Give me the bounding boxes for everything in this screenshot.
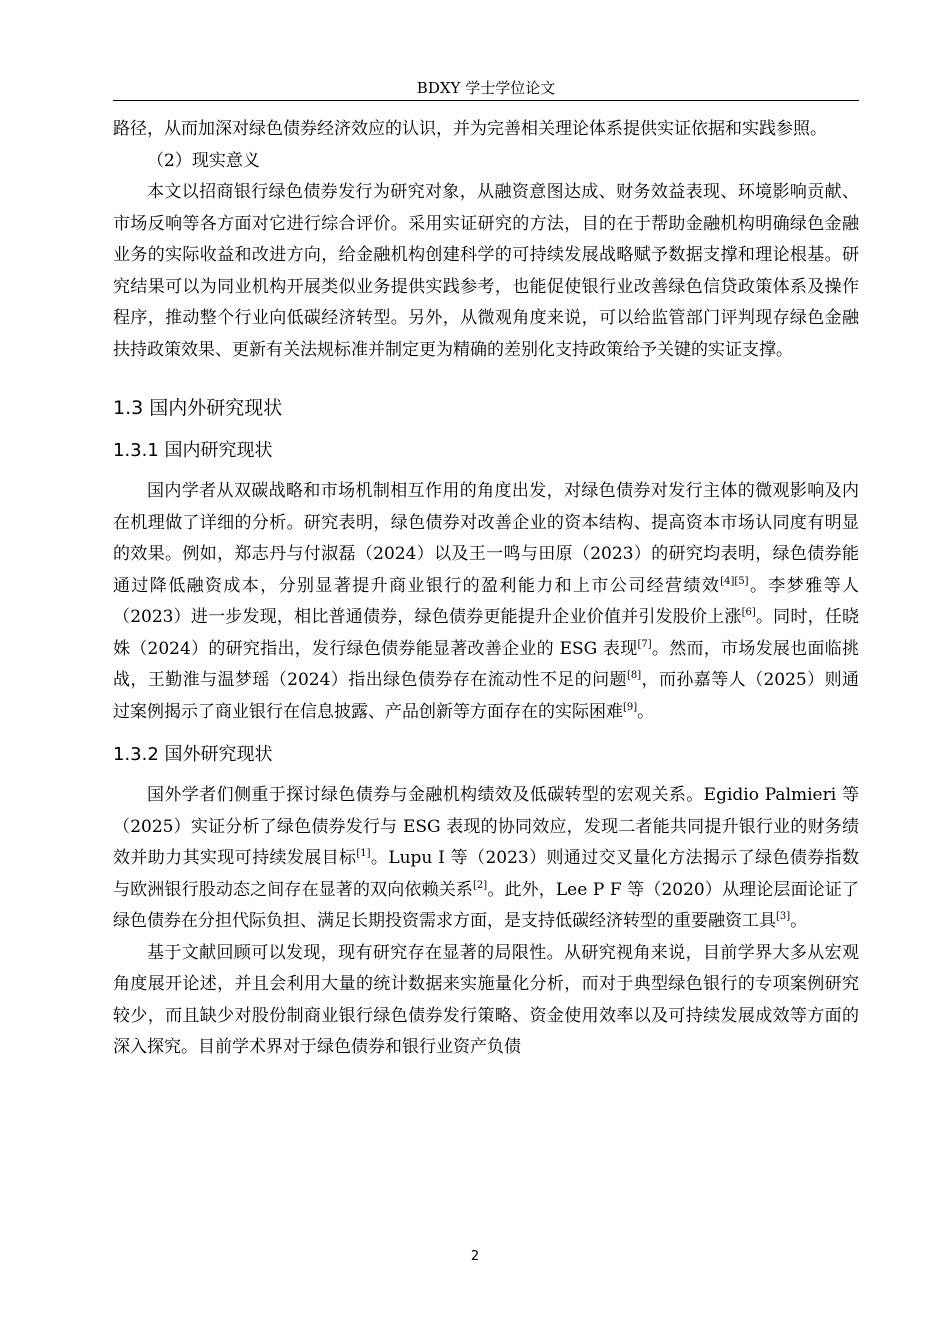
text-run: 。同时，任晓姝（2024）的研究指出，发行绿色债券能显著改善企业的 ESG 表现 [113,607,860,659]
citation: [6] [741,607,756,618]
paragraph-practical-significance: 本文以招商银行绿色债券发行为研究对象，从融资意图达成、财务效益表现、环境影响贡献、市场反响等各方面对它进行综合评价。采用实证研究的方法，目的在于帮助金融机构明确绿色金融业务的实际收益和改进方向，给金融机构创建科学的可持续发展战略赋予数据支撑和理论根基。研究结果可以为同业机构开展类似业务提供实践参考，也能促使银行业改善绿色信贷政策体系及操作程序，推动整个行业向低碳经济转型。另外，从微观角度来说，可以给监管部门评判现存绿色金融扶持政策效果、更新有关法规标准并制定更为精确的差别化支持政策给予关键的实证支撑。 [113,182,859,360]
text-run: 。 [637,701,655,722]
text-run: 。 [790,911,808,931]
citation: [7] [637,638,652,650]
text-run: 国外学者们侧重于探讨绿色债券与金融机构绩效及低碳转型的宏观关系。Egidio Palmieri 等（2025）实证分析了绿色债券发行与 ESG 表现的协同效应，发现二者能共同提升银行业的财务绩效并助力其实现可持续发展目标 [113,785,859,868]
text-run: 。李梦雅等人（2023）进一步发现，相比普通债券，绿色债券更能提升企业价值并引发股价上涨 [113,575,860,627]
paragraph-continuation: 路径，从而加深对绿色债券经济效应的认识，并为完善相关理论体系提供实证依据和实践参照。 [113,119,827,139]
citation: [3] [776,911,791,922]
page-number: 2 [470,1249,480,1264]
citation: [9] [623,701,638,713]
page-body [113,114,859,1064]
text-run: 。此外，Lee P F 等（2020）从理论层面论证了绿色债券在分担代际负担、满足长期投资需求方面，是支持低碳经济转型的重要融资工具 [113,879,859,931]
section-heading-1-3-1: 1.3.1 国内研究现状 [113,440,273,461]
text-run: ，而孙嘉等人（2025）则通过案例揭示了商业银行在信息披露、产品创新等方面存在的实际困难 [113,670,860,722]
text-run: 。Lupu I 等（2023）则通过交叉量化方法揭示了绿色债券指数与欧洲银行股动态之间存在显著的双向依赖关系 [113,848,859,900]
citation: [4][5] [720,575,749,587]
section-heading-1-3-2: 1.3.2 国外研究现状 [113,744,273,765]
citation: [8] [626,670,642,681]
text-run: 。然而，市场发展也面临挑战，王勤淮与温梦瑶（2024）指出绿色债券存在流动性不足的问题 [113,638,859,690]
paragraph-domestic-research [113,476,859,728]
citation: [1] [356,848,371,859]
header-rule [113,100,859,101]
paragraph-foreign-research [113,780,859,938]
citation: [2] [473,879,488,891]
paragraph-literature-summary: 基于文献回顾可以发现，现有研究存在显著的局限性。从研究视角来说，目前学界大多从宏观角度展开论述，并且会利用大量的统计数据来实施量化分析，而对于典型绿色银行的专项案例研究较少，而且缺少对股份制商业银行绿色债券发行策略、资金使用效率以及可持续发展成效等方面的深入探究。目前学术界对于绿色债券和银行业资产负债 [113,942,859,1057]
running-header: BDXY 学士学位论文 [416,79,556,97]
section-heading-1-3: 1.3 国内外研究现状 [113,397,283,419]
text-run: 国内学者从双碳战略和市场机制相互作用的角度出发，对绿色债券对发行主体的微观影响及内在机理做了详细的分析。研究表明，绿色债券对改善企业的资本结构、提高资本市场认同度有明显的效果。例如，郑志丹与付淑磊（2024）以及王一鸣与田原（2023）的研究均表明，绿色债券能通过降低融资成本，分别显著提升商业银行的盈利能力和上市公司经营绩效 [113,481,859,596]
subheading-practical-significance: （2）现实意义 [147,150,260,171]
